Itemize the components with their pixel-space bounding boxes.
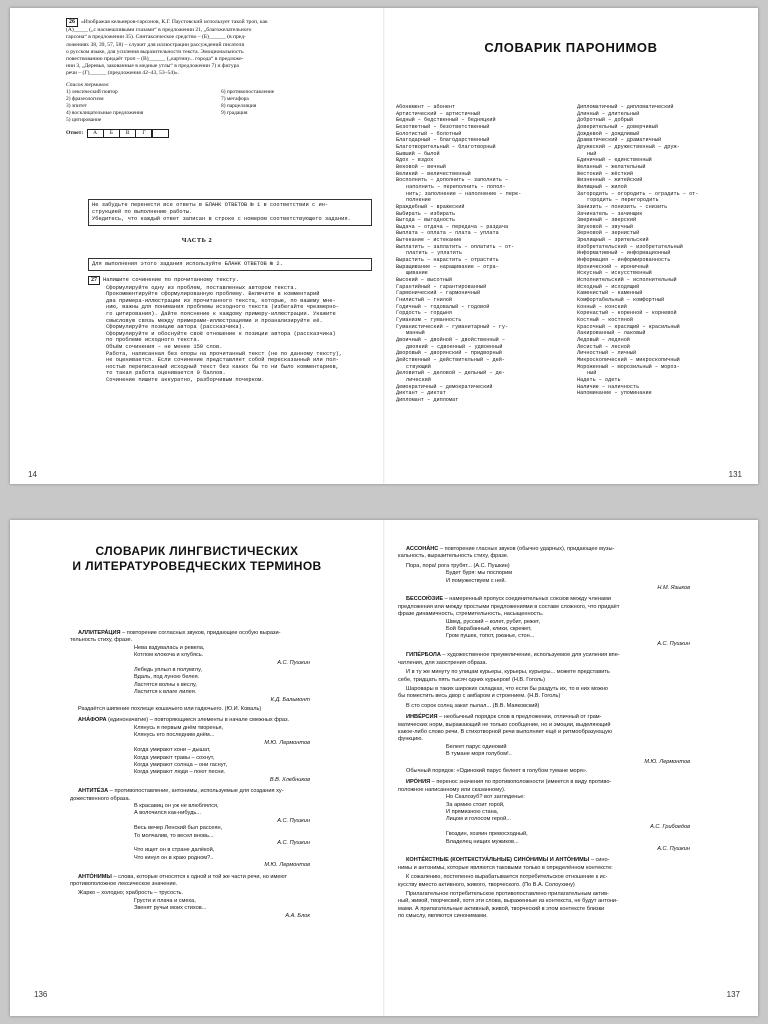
term-definition <box>70 874 370 881</box>
paronym-entry: Выдача – отдача – передача – раздача <box>396 223 509 230</box>
paronym-entry: Дворовый – дворянский – придворный <box>396 350 502 357</box>
terms-list <box>66 89 370 124</box>
paronym-entry: Лесистый – лесной <box>577 343 630 350</box>
term-text: – художественное преувеличение, используемое для усиления впе- <box>440 652 620 659</box>
task-27-line: 27 Напишите сочинение по прочитанному тексту. <box>88 276 378 285</box>
task-number: 26 <box>66 18 78 27</box>
answer-cell-header: Б <box>103 129 120 138</box>
part-2-note: Для выполнения этого задания используйте БЛАНК ОТВЕТОВ № 2. <box>88 258 372 271</box>
paronym-entry: Гармонический – гармоничный <box>396 290 481 297</box>
paronym-entry: Каменистый – каменный <box>577 290 643 297</box>
task-27-line: не оценивается. Если сочинение представляет собой пересказанный или пол- <box>106 357 339 364</box>
quote-author: К.Д. Бальмонт <box>270 696 310 703</box>
paronym-entry: двоякий – сдвоенный – удвоенный <box>406 343 503 350</box>
paronym-entry: Благодарный – благодарственный <box>396 137 490 144</box>
paronym-entry: Микроскопический – микроскопичный <box>577 356 680 363</box>
task-26-line: речи – (Г)______ (предложения 42–43, 53–54)». <box>66 70 180 77</box>
paronym-entry: Действенный – действительный – дей- <box>396 356 505 363</box>
paronym-entry: Восполнить – дополнить – заполнить – <box>396 177 509 184</box>
page-number: 137 <box>726 990 740 999</box>
term-item: 3) эпитет <box>66 102 88 109</box>
paronym-entry: Наличие – наличность <box>577 383 640 390</box>
task-26-line: о русском языке, для усиления выразительности текста. Эмоциональность <box>66 48 244 55</box>
verse-line: Когда умирают люди – поют песни. <box>134 769 226 776</box>
paronym-entry: Выращивание – наращивание – отра- <box>396 263 499 270</box>
verse-line: Грусти и плача и смеха, <box>134 897 196 904</box>
text-line: чатления, для заострения образа. <box>398 659 488 666</box>
paronym-entry: Жилищный – жилой <box>577 183 627 190</box>
term-definition <box>70 630 370 637</box>
note-line: Не забудьте перенести все ответы в БЛАНК ОТВЕТОВ № 1 в соответствии с ин- <box>92 202 329 208</box>
paronym-entry: Гуманизм – гуманность <box>396 317 462 323</box>
term-definition <box>398 652 750 659</box>
quote-author: А.С. Грибоедов <box>650 823 690 830</box>
paronym-entry: Красочный – красящий – красильный <box>577 323 680 330</box>
text-line: матических норм, выражающий не только сообщение, но и эмоции, выделяющий <box>398 721 611 728</box>
paronym-entry: Выбирать – избирать <box>396 210 456 217</box>
paronym-entry: Двоичный – двойной – двойственный – <box>396 336 505 343</box>
paronym-entry: Вырастить – нарастить – отрастить <box>396 257 499 264</box>
page-14 <box>10 8 384 484</box>
verse-line: Котлом клокоча и клубясь. <box>134 652 204 659</box>
term-item: 2) фразеологизм <box>66 95 104 102</box>
page-136 <box>10 520 384 1016</box>
paronym-entry: Дипломатичный – дипломатический <box>577 104 674 110</box>
paronym-entry: Демократичный – демократический <box>396 383 493 390</box>
quote-author: А.С. Пушкин <box>657 640 690 647</box>
text-line: мами. А прилагательные активный, живой, творческий в этом контексте близки <box>398 905 605 912</box>
example-line: Пора, пора! рога трубят... (А.С. Пушкин) <box>406 562 510 569</box>
term-definition <box>398 714 750 721</box>
verse-line: Ластятся волны к веслу, <box>134 681 197 688</box>
task-27-line: два примера-иллюстрации из прочитанного текста, которые, по вашему мне- <box>106 297 336 304</box>
paronym-entry: Изобретательский – изобретательный <box>577 243 683 250</box>
answer-cell-header: Г <box>135 129 152 138</box>
paronym-entry: Доверительный – доверчивый <box>577 123 658 130</box>
page-title-line-1: СЛОВАРИК ЛИНГВИСТИЧЕСКИХ <box>95 544 299 558</box>
example-line: Прилагательное потребительское противопоставлено прилагательным актив- <box>406 891 609 898</box>
quote-author: М.Ю. Лермонтов <box>264 739 310 746</box>
term-definition <box>70 717 370 724</box>
paronym-entry: городить – перегородить <box>587 197 659 204</box>
example-line: Обычный порядок: «Одинокий парус белеет в голубом тумане моря». <box>406 767 588 774</box>
example-line: И в ту же минуту по улицам курьеры, курьеры, курьеры... можете представить <box>406 669 610 676</box>
note-line: струкцией по выполнению работы. <box>92 209 193 215</box>
paronym-entry: Диктант – диктат <box>396 390 446 397</box>
quote-author: А.С. Пушкин <box>277 817 310 824</box>
paronym-entry: Выгода – выгодность <box>396 217 456 224</box>
task-27-line: го цитирования). Дайте пояснение к каждому примеру-иллюстрации. Укажите <box>106 310 336 317</box>
paronym-entry: Гордость – гордыня <box>396 310 453 317</box>
page-number: 136 <box>34 990 48 999</box>
verse-line: Белеет парус одинокий <box>446 743 507 750</box>
task-26-line: гарсона“ в предложении 35). Синтаксическое средство – (Б)______ (в пред- <box>66 34 246 41</box>
quote-author: А.С. Пушкин <box>277 839 310 846</box>
text-line: дожественного образа. <box>70 795 131 802</box>
paronym-entry: Иронический – ироничный <box>577 263 649 270</box>
paronym-entry: Безответный – безответственный <box>396 123 490 130</box>
paronyms-list <box>396 104 748 404</box>
paronym-entry: Лакированный – лаковый <box>577 330 646 337</box>
paronym-entry: Враждебный – вражеский <box>396 203 465 210</box>
paronym-entry: наполнить – переполнить – попол- <box>406 183 506 190</box>
paronym-entry: Драматический – драматичный <box>577 137 662 144</box>
note-line: Убедитесь, что каждый ответ записан в строке с номером соответствующего задания. <box>92 216 351 222</box>
example-line: Раздаётся шипение похлеще кошачьего или гадючьего. (Ю.И. Коваль) <box>78 706 262 713</box>
term-name: ИРО́НИЯ <box>406 779 431 786</box>
paronym-entry: Напоминание – упоминание <box>577 390 652 397</box>
task-27-line: Сформулируйте одну из проблем, поставленных автором текста. <box>106 284 297 291</box>
paronym-entry: Единичный – единственный <box>577 157 652 164</box>
example-line: К сожалению, постепенно вырабатывается потребительское отношение к ис- <box>406 874 608 881</box>
text-line: положное написанному или сказанному). <box>398 786 506 793</box>
answer-cell-empty <box>152 129 169 138</box>
text-line: какое-либо слово речи. В стихотворной речи выполняет ещё и ритмообразующую <box>398 728 613 735</box>
verse-line: А волочился как-нибудь... <box>134 810 201 817</box>
verse-line: И прямизною стана, <box>446 809 499 815</box>
verse-line: Владелец нищих мужиков... <box>446 838 519 845</box>
task-27-line: Работа, написанная без опоры на прочитанный текст (не по данному тексту), <box>106 350 343 357</box>
term-text: – сино- <box>589 857 610 864</box>
transfer-note <box>88 199 372 226</box>
task-27 <box>88 276 378 384</box>
term-text: (единоначатие) – повторяющиеся элементы в начале смежных фраз. <box>106 717 290 724</box>
paronym-entry: Личностный – личный <box>577 350 637 357</box>
task-26-line: повествованию придаёт троп – (В)______ („картину... города“ в предложе- <box>66 56 244 63</box>
paronym-entry: Информативный – информационный <box>577 250 671 257</box>
paronym-entry: лический <box>406 376 431 383</box>
example-line: Шаровары в таких широких складках, что если бы раздуть их, то в них можно <box>406 685 609 692</box>
page-title <box>10 544 384 574</box>
page-131 <box>384 8 758 484</box>
paronym-entry: Благотворительный – благотворный <box>396 143 496 150</box>
term-item: 9) градация <box>221 109 248 116</box>
text-line: противоположное лексическое значение. <box>70 881 178 887</box>
paronym-entry: Искусный – искусственный <box>577 270 652 277</box>
answer-cell-header: А <box>87 129 104 138</box>
answer-row <box>66 129 370 138</box>
text-line: функцию. <box>398 736 423 743</box>
term-name: ГИПЕ́РБОЛА <box>406 652 441 659</box>
term-text: – намеренный пропуск соединительных союзов между членами <box>443 596 612 603</box>
term-name: АНТИТЕ́ЗА <box>78 788 109 795</box>
term-name: АССОНА́НС <box>406 546 439 552</box>
task-27-line: то такая работа оценивается 0 баллов. <box>106 370 226 377</box>
paronym-entry: Жизненный – житейский <box>577 177 643 184</box>
paronym-entry: Гарантийный – гарантированный <box>396 283 487 290</box>
term-definition <box>398 857 750 864</box>
text-line: ный, живой, творческий, хотя эти слова, выраженные из контекста, не будут антони- <box>398 898 618 905</box>
verse-line: Клянусь я первым днём творенья, <box>134 724 224 731</box>
paronyms-column-left <box>396 104 567 404</box>
verse-line: Гвоздин, хозяин превосходный, <box>446 831 528 838</box>
term-definition <box>70 788 370 795</box>
paronym-entry: Годичный – годовалый – годовой <box>396 303 490 310</box>
paronym-entry: Гнилистый – гнилой <box>396 297 453 304</box>
verse-line: Что кинул он в краю родном?.. <box>134 854 214 861</box>
term-text: – слова, которые относятся к одной и той же части речи, но имеют <box>111 873 288 880</box>
paronym-entry: Костный – костяной <box>577 317 634 323</box>
verse-line: Когда умирают кони – дышат, <box>134 747 211 754</box>
paronym-entry: ствующий <box>406 363 431 370</box>
verse-line: В красавиц он уж не влюблялся, <box>134 802 219 809</box>
text-line: по смыслу, являются синонимами. <box>398 913 488 920</box>
verse-line: Звенят ручьи моих стихов... <box>134 905 207 912</box>
task-27-line: нию, важны для понимания проблемы исходного текста (избегайте чрезмерно- <box>106 304 339 311</box>
paronym-entry: манный <box>406 330 425 337</box>
quote-author: М.Ю. Лермонтов <box>264 862 310 869</box>
paronym-entry: Длинный – длительный <box>577 110 640 117</box>
verse-line: Нева вздувалась и ревела, <box>134 644 205 651</box>
text-line: себе, тридцать пять тысяч одних курьеров! (Н.В. Гоголь) <box>398 676 545 683</box>
verse-line: Весь вечер Ленский был рассеян, <box>134 825 223 832</box>
paronym-entry: Исполнительский – исполнительный <box>577 277 677 284</box>
quote-author: М.Ю. Лермонтов <box>644 758 690 765</box>
text-line: предложения или между простыми предложениями в составе сложного, что придаёт <box>398 603 620 610</box>
term-item <box>221 117 370 124</box>
term-text: – повторение согласных звуков, придающее особую вырази- <box>120 630 281 636</box>
page-title: СЛОВАРИК ПАРОНИМОВ <box>484 40 658 55</box>
verse-line: Клянусь его последним днём... <box>134 732 215 739</box>
text-line: бы поместить весь двор с амбаром и строением. (Н.В. Гоголь) <box>398 693 561 700</box>
paronym-entry: Коренастый – коренной – корневой <box>577 310 677 317</box>
verse-line: Когда умирают солнца – они гаснут, <box>134 761 228 768</box>
paronym-entry: Вытекание – истекание <box>396 237 462 244</box>
term-text: – необычный порядок слов в предложении, отличный от грам- <box>437 714 602 721</box>
paronym-entry: Звуковой – звучный <box>577 223 634 230</box>
term-name: АНА́ФОРА <box>78 717 107 724</box>
paronym-entry: Зачинатель – зачинщик <box>577 210 643 217</box>
paronym-entry: Абонемент – абонент <box>396 104 456 110</box>
quote-author: А.А. Блок <box>285 912 310 919</box>
paronym-entry: Конный – конский <box>577 303 627 310</box>
paronym-entry: ный <box>587 150 597 157</box>
paronym-entry: Зрелищный – зрительский <box>577 237 649 244</box>
text-line: кусству вместо активного, живого, творческого. (По В.А. Солоухину) <box>398 881 575 888</box>
term-name: ИНВЕ́РСИЯ <box>406 714 438 721</box>
answer-label: Ответ: <box>66 129 84 136</box>
term-name: АЛЛИТЕРА́ЦИЯ <box>78 630 121 636</box>
paronyms-column-right <box>577 104 748 404</box>
paronym-entry: платить – уплатить <box>406 250 463 257</box>
verse-line: Что ищет он в стране далёкой, <box>134 847 215 854</box>
paronym-entry: Бедный – бедственный – бедняцкий <box>396 117 496 124</box>
paronym-entry: Звериный – зверский <box>577 217 637 224</box>
task-27-line: Объём сочинения – не менее 150 слов. <box>106 343 223 350</box>
verse-line: Когда умирают травы – сохнут, <box>134 754 215 761</box>
paronym-entry: Комфортабельный – комфортный <box>577 297 665 304</box>
term-text: – перенос значения по противоположности (имеется в виду противо- <box>430 779 612 786</box>
paronym-entry: Информация – информированность <box>577 257 671 264</box>
quote-author: А.С. Пушкин <box>277 659 310 666</box>
paronym-entry: Исходный – исходящий <box>577 283 640 290</box>
verse-line: Ластится к влаге лилея. <box>134 689 197 696</box>
paronym-entry: Артистический – артистичный <box>396 110 481 117</box>
term-name: БЕССОЮ́ЗИЕ <box>406 596 444 603</box>
verse-line: За армию стоит горой, <box>446 801 505 808</box>
term-item: 8) парцелляция <box>221 102 257 109</box>
verse-line: И помужествуем с ней. <box>446 577 507 584</box>
paronym-entry: Желанный – желательный <box>577 163 646 170</box>
paronym-entry: Высокий – высотный <box>396 277 453 284</box>
task-26 <box>66 18 370 138</box>
bottom-spread <box>10 520 758 1016</box>
paronym-entry: Вдох – вздох <box>396 157 434 164</box>
page-title-line-2: И ЛИТЕРАТУРОВЕДЧЕСКИХ ТЕРМИНОВ <box>72 559 322 573</box>
paronym-entry: Болотистый – болотный <box>396 130 462 137</box>
terms-body <box>398 542 750 921</box>
paronym-entry: Загородить – огородить – оградить – от- <box>577 190 699 197</box>
task-26-line: (А)_____ („с насмешливыми глазами“ в предложении 21, „благожелательного <box>66 27 252 34</box>
paronym-entry: Дипломант – дипломат <box>396 396 459 403</box>
term-text: – противопоставление, антонимы, используемые для создания ху- <box>108 788 284 795</box>
term-text: – повторение гласных звуков (обычно ударных), придающее музы- <box>438 546 615 552</box>
paronym-entry: Дружеский – дружественный – друж- <box>577 143 680 150</box>
paronym-entry: Выплата – оплата – плата – уплата <box>396 230 499 237</box>
top-spread <box>10 8 758 484</box>
term-item: 1) лексический повтор <box>66 88 118 95</box>
verse-line: Будет буря: мы поспорим <box>446 570 513 577</box>
term-definition <box>398 779 750 786</box>
quote-author: В.В. Хлебников <box>269 776 310 783</box>
task-number: 27 <box>88 276 100 285</box>
task-27-line: ностью переписанный исходный текст без каких бы то ни было комментариев, <box>106 363 339 370</box>
example-line: Жарко – холодно; храбрость – трусость. <box>78 890 183 897</box>
paronym-entry: Занизить – понизить – снизить <box>577 203 668 210</box>
answer-cell-header: В <box>119 129 136 138</box>
paronym-entry: Бывший – былой <box>396 150 440 157</box>
text-line: тельность стиху, фразе. <box>70 637 133 644</box>
paronym-entry: ный <box>587 370 597 377</box>
task-26-text <box>66 18 370 78</box>
task-26-line: 26 «Изображая кельнеров-гарсонов, К.Г. Паустовский использует такой троп, как <box>66 18 370 27</box>
term-definition <box>398 596 750 603</box>
paronym-entry: Жестокий – жёсткий <box>577 170 634 177</box>
page-number: 14 <box>28 470 37 479</box>
task-26-line: ложениях 38, 39, 57, 58) – служит для иллюстрации рассуждений писателя <box>66 41 245 48</box>
page-137 <box>384 520 758 1016</box>
terms-title: Список терминов: <box>66 81 110 88</box>
part-2-title: ЧАСТЬ 2 <box>181 237 213 244</box>
text-line: фразе динамичность, стремительность, насыщенность. <box>398 611 544 618</box>
task-27-line: Сочинение пишите аккуратно, разборчивым почерком. <box>106 376 265 383</box>
task-27-line: Сформулируйте позицию автора (рассказчика). <box>106 324 246 331</box>
task-27-line: по проблеме исходного текста. <box>106 337 200 344</box>
term-item: 5) цитирование <box>66 116 102 123</box>
paronym-entry: полнение <box>406 197 431 204</box>
paronym-entry: Выплатить – заплатить – оплатить – от- <box>396 243 515 250</box>
term-name: КОНТЕ́КСТНЫЕ (КОНТЕКСТУА́ЛЬНЫЕ) СИНО́НИМЫ И АНТО́НИМЫ <box>406 857 590 864</box>
verse-line: Швед, русский – колет, рубит, режет, <box>446 618 541 625</box>
verse-line: Гром пушек, топот, ржанье, стон... <box>446 633 535 640</box>
verse-line: Лицом и голосом герой... <box>446 816 511 823</box>
verse-line: Вдаль, под луною белея. <box>134 674 200 681</box>
task-27-line: Прокомментируйте сформулированную проблему. Включите в комментарий <box>106 291 320 298</box>
paronym-entry: Вековой – вечный <box>396 163 446 170</box>
paronym-entry: Ледовый – ледяной <box>577 336 630 343</box>
task-27-line: смысловую связь между примерами-иллюстрациями и проанализируйте её. <box>106 317 323 324</box>
terms-body <box>70 626 370 920</box>
paronym-entry: щивание <box>406 270 428 277</box>
text-line: нимы и антонимы, которые являются таковыми только в определённом контексте: <box>398 864 613 871</box>
paronym-entry: нить; заполнение – наполнение – пере- <box>406 190 522 197</box>
verse-line: Бой барабанный, клики, скрежет, <box>446 626 532 633</box>
quote-author: А.С. Пушкин <box>657 846 690 853</box>
quote-author: Н.М. Языков <box>657 585 690 592</box>
verse-line: В тумане моря голубом!.. <box>446 751 512 758</box>
verse-line: Лебедь уплыл в полумглу, <box>134 667 202 674</box>
paronym-entry: Добротный – добрый <box>577 117 634 124</box>
term-item: 7) метафора <box>221 95 249 102</box>
term-definition <box>398 546 750 553</box>
term-item: 6) противопоставление <box>221 88 275 95</box>
term-name: АНТО́НИМЫ <box>78 873 112 880</box>
text-line: кальность, выразительность стиху, фразе. <box>398 553 509 560</box>
paronym-entry: Дождевой – дождливый <box>577 130 640 137</box>
example-line: В сто сорок солнц закат пылал... (В.В. Маяковский) <box>406 702 540 709</box>
paronym-entry: Зерновой – зернистый <box>577 230 640 237</box>
page-number: 131 <box>728 470 742 479</box>
paronym-entry: Мороженный – морозильный – мороз- <box>577 363 680 370</box>
task-27-line: Сформулируйте и обоснуйте своё отношение к позиции автора (рассказчика) <box>106 330 336 337</box>
task-26-line: нии 3, „Деревья, закованные в медные утлы“ в предложении 7) и фигура <box>66 63 239 70</box>
paronym-entry: Деловитый – деловой – дельный – де- <box>396 370 505 377</box>
verse-line: То молчалив, то весел вновь... <box>134 832 214 839</box>
paronym-entry: Гуманистический – гуманитарный – гу- <box>396 323 509 330</box>
verse-line: Но Скалозуб? вот загляденье: <box>446 794 525 801</box>
paronym-entry: Надеть – одеть <box>577 376 621 383</box>
term-item: 4) восклицательные предложения <box>66 109 144 116</box>
paronym-entry: Великий – величественный <box>396 170 471 177</box>
